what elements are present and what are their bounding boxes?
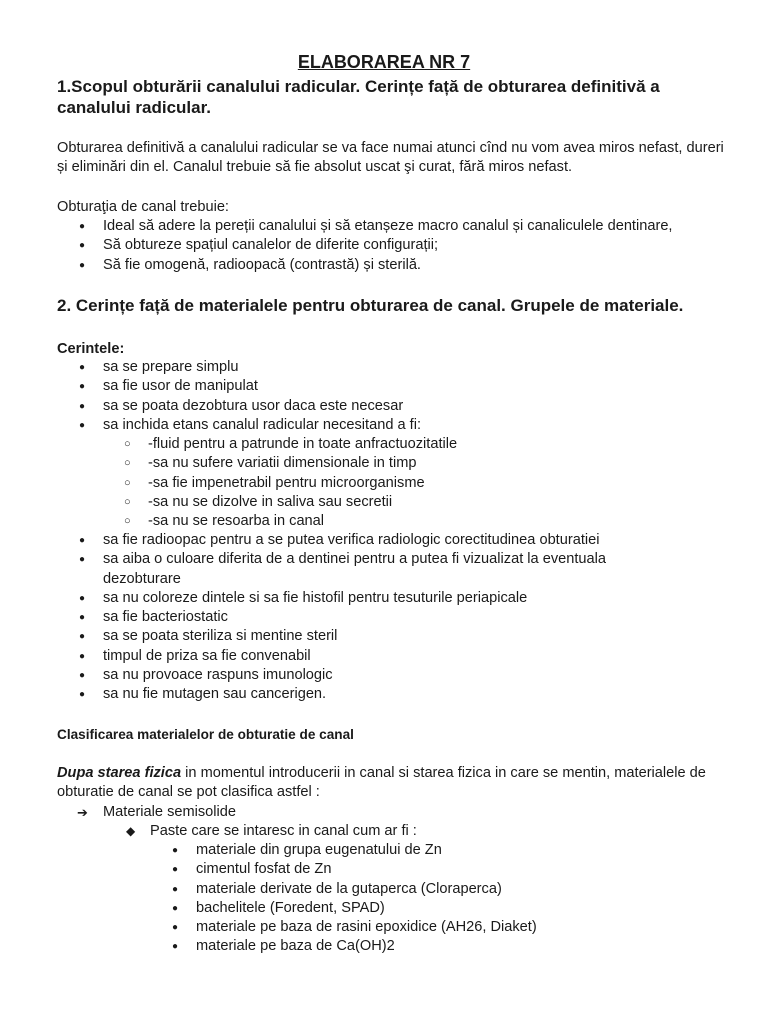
list-item: ● sa se prepare simplu: [57, 358, 717, 377]
cerintele-label: Cerintele:: [57, 341, 125, 357]
list-item: ● sa aiba o culoare diferita de a dentinei pentru a putea fi vizualizat la eventuala dezobturare: [57, 550, 667, 589]
classification-materials-list: [172, 841, 732, 957]
list-item: ● sa inchida etans canalul radicular necesitand a fi:: [57, 416, 717, 435]
classification-intro-bold: Dupa starea fizica: [57, 765, 182, 781]
section1-paragraph: Obturarea definitivă a canalului radicular se va face numai atunci cînd nu vom avea miros nefast, dureri și eliminări din el. Canalul trebuie să fie absolut uscat şi curat, fără miros nefast.: [57, 140, 724, 176]
list-item: ○ -sa nu se dizolve in saliva sau secretii: [102, 493, 722, 512]
list-item: ○ -sa nu se resoarba in canal: [102, 512, 722, 531]
classification-intro-text: in momentul introducerii in canal si starea fizica in care se mentin, materialele de obturatie de canal se pot clasifica astfel :: [57, 765, 706, 801]
section1-intro: Obturaţia de canal trebuie:: [57, 199, 229, 215]
list-item: ● materiale pe baza de Ca(OH)2: [172, 937, 732, 956]
page-title: ELABORAREA NR 7: [297, 52, 471, 72]
list-item: ○ -fluid pentru a patrunde in toate anfractuozitatile: [102, 435, 722, 454]
list-item: ● sa nu coloreze dintele si sa fie histofil pentru tesuturile periapicale: [57, 589, 667, 608]
section1-heading: 1.Scopul obturării canalului radicular. Cerințe față de obturarea definitivă a canalului radicular.: [57, 77, 660, 117]
list-item: ● Ideal să adere la pereții canalului și să etanșeze macro canalul și canaliculele dentinare,: [57, 217, 747, 236]
list-item: ○ -sa fie impenetrabil pentru microorganisme: [102, 474, 722, 493]
list-item: ◆ Paste care se intaresc in canal cum ar fi :: [126, 822, 726, 841]
section1-list: [57, 217, 747, 275]
requirements-sublist: [102, 435, 722, 531]
list-item: ● sa nu fie mutagen sau cancerigen.: [57, 685, 667, 704]
list-item: ● materiale derivate de la gutaperca (Cloraperca): [172, 880, 732, 899]
classification-arrow-list: [57, 803, 657, 822]
requirements-list-b: [57, 531, 667, 705]
classification-intro: [57, 764, 737, 803]
list-item: ● timpul de priza sa fie convenabil: [57, 647, 667, 666]
section2-heading: 2. Cerințe față de materialele pentru obturarea de canal. Grupele de materiale.: [57, 296, 684, 315]
list-item: ● sa fie radioopac pentru a se putea verifica radiologic corectitudinea obturatiei: [57, 531, 667, 550]
list-item: ● sa fie usor de manipulat: [57, 377, 717, 396]
list-item: ● cimentul fosfat de Zn: [172, 860, 732, 879]
list-item: ● materiale din grupa eugenatului de Zn: [172, 841, 732, 860]
classification-diamond-list: [126, 822, 726, 841]
list-item: ○ -sa nu sufere variatii dimensionale in timp: [102, 454, 722, 473]
list-item: ● materiale pe baza de rasini epoxidice (AH26, Diaket): [172, 918, 732, 937]
list-item: ➔ Materiale semisolide: [57, 803, 657, 822]
list-item: ● bachelitele (Foredent, SPAD): [172, 899, 732, 918]
list-item: ● Să obtureze spațiul canalelor de diferite configurații;: [57, 236, 747, 255]
list-item: ● sa nu provoace raspuns imunologic: [57, 666, 667, 685]
requirements-list-a: [57, 358, 717, 435]
list-item: ● sa fie bacteriostatic: [57, 608, 667, 627]
list-item: ● Să fie omogenă, radioopacă (contrastă) și sterilă.: [57, 256, 747, 275]
classification-heading: Clasificarea materialelor de obturatie de canal: [57, 727, 354, 742]
list-item: ● sa se poata dezobtura usor daca este necesar: [57, 397, 717, 416]
list-item: ● sa se poata steriliza si mentine steril: [57, 627, 667, 646]
